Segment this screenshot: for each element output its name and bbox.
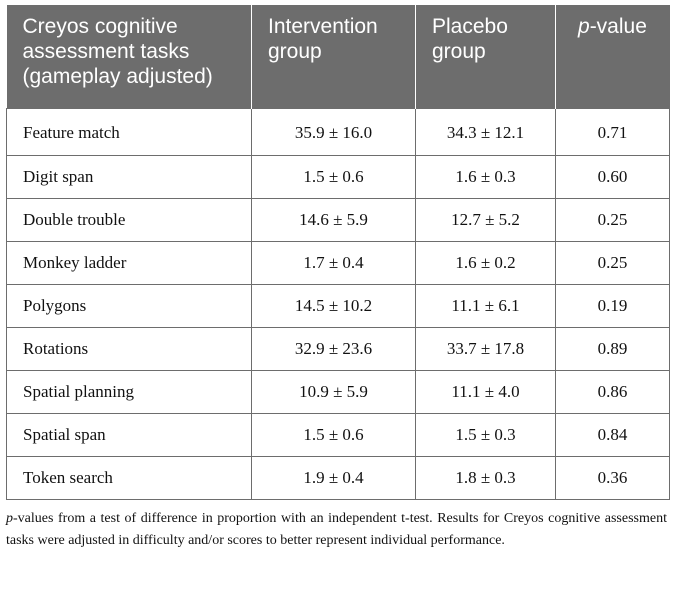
cell-intervention: 32.9 ± 23.6 — [252, 327, 416, 370]
cell-pvalue: 0.84 — [556, 413, 670, 456]
footnote-p: p — [6, 510, 13, 526]
cell-task: Monkey ladder — [7, 241, 252, 284]
cell-intervention: 1.9 ± 0.4 — [252, 456, 416, 499]
cell-pvalue: 0.36 — [556, 456, 670, 499]
header-pvalue-p: p — [578, 15, 590, 38]
cell-placebo: 11.1 ± 4.0 — [416, 370, 556, 413]
cell-task: Spatial planning — [7, 370, 252, 413]
cell-placebo: 1.6 ± 0.3 — [416, 155, 556, 198]
cell-pvalue: 0.25 — [556, 241, 670, 284]
cell-placebo: 1.5 ± 0.3 — [416, 413, 556, 456]
cell-pvalue: 0.71 — [556, 108, 670, 155]
cell-placebo: 34.3 ± 12.1 — [416, 108, 556, 155]
cell-placebo: 33.7 ± 17.8 — [416, 327, 556, 370]
table-row — [7, 370, 670, 413]
cell-intervention: 14.6 ± 5.9 — [252, 198, 416, 241]
header-task: Creyos cognitive assessment tasks (gameplay adjusted) — [7, 5, 252, 108]
cell-intervention: 14.5 ± 10.2 — [252, 284, 416, 327]
cell-task: Polygons — [7, 284, 252, 327]
cell-placebo: 1.6 ± 0.2 — [416, 241, 556, 284]
cell-placebo: 11.1 ± 6.1 — [416, 284, 556, 327]
cell-intervention: 10.9 ± 5.9 — [252, 370, 416, 413]
cell-intervention: 1.5 ± 0.6 — [252, 413, 416, 456]
footnote-text: -values from a test of difference in proportion with an independent t-test. Results for Creyos cognitive assessment tasks were adjusted in difficulty and/or scores to better represent individual performance. — [6, 510, 667, 548]
cell-task: Rotations — [7, 327, 252, 370]
table-row — [7, 155, 670, 198]
footnote — [6, 508, 669, 552]
table-row — [7, 327, 670, 370]
table-row — [7, 108, 670, 155]
cell-pvalue: 0.25 — [556, 198, 670, 241]
cell-task: Double trouble — [7, 198, 252, 241]
cell-task: Digit span — [7, 155, 252, 198]
cell-intervention: 1.5 ± 0.6 — [252, 155, 416, 198]
header-placebo: Placebo group — [416, 5, 556, 108]
header-intervention: Intervention group — [252, 5, 416, 108]
table-header — [7, 5, 670, 108]
table-row — [7, 241, 670, 284]
cell-intervention: 1.7 ± 0.4 — [252, 241, 416, 284]
cell-task: Token search — [7, 456, 252, 499]
cell-pvalue: 0.19 — [556, 284, 670, 327]
cell-task: Feature match — [7, 108, 252, 155]
cell-intervention: 35.9 ± 16.0 — [252, 108, 416, 155]
table-row — [7, 198, 670, 241]
table-row — [7, 413, 670, 456]
header-pvalue-rest: -value — [589, 15, 647, 38]
table-row — [7, 284, 670, 327]
cell-task: Spatial span — [7, 413, 252, 456]
results-table — [6, 5, 670, 500]
header-row — [7, 5, 670, 108]
table-container — [6, 5, 669, 566]
cell-pvalue: 0.86 — [556, 370, 670, 413]
cell-placebo: 12.7 ± 5.2 — [416, 198, 556, 241]
cell-pvalue: 0.89 — [556, 327, 670, 370]
cell-placebo: 1.8 ± 0.3 — [416, 456, 556, 499]
cell-pvalue: 0.60 — [556, 155, 670, 198]
table-body — [7, 108, 670, 499]
header-pvalue — [556, 5, 670, 108]
table-row — [7, 456, 670, 499]
